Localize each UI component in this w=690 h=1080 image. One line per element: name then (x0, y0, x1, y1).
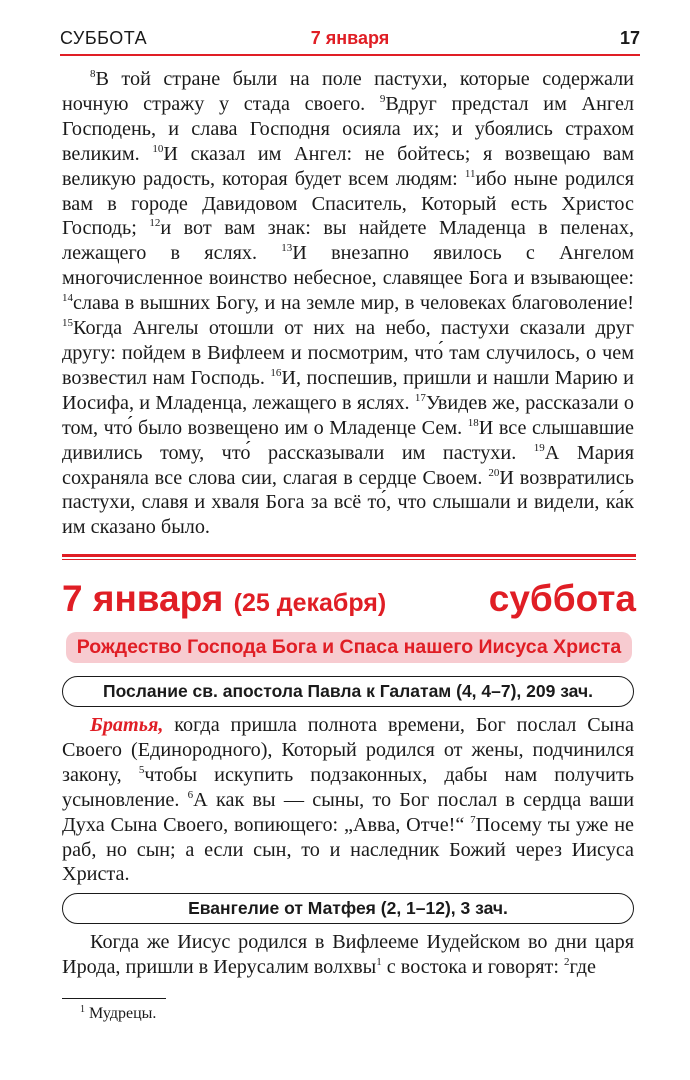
gospel-continuation-text (62, 67, 634, 540)
verse-number: 11 (464, 167, 476, 180)
verse-text: Увидев же, рассказали о том, что́ было возвещено им о Младенце Сем. (62, 391, 634, 439)
verse-text: Когда же Иисус родился в Вифлееме Иудейском во дни царя Ирода, пришли в Иерусалим волхвы (62, 931, 634, 978)
verse-text: Вдруг предстал им Ангел Господень, и слава Господня осияла их; и убоялись страхом великим. (62, 92, 634, 165)
verse-number: 19 (533, 441, 545, 454)
day-date-old-style: (25 декабря) (233, 589, 387, 617)
epistle-reading (62, 713, 634, 887)
verse-text: А как вы — сыны, то Бог послал в сердца ваши Духа Сына Своего, вопиющего: „Авва, Отче!“ (62, 788, 634, 836)
gospel-text (62, 930, 634, 980)
verse-text: Когда Ангелы отошли от них на небо, пастухи сказали друг другу: пойдем в Вифлеем и посмотрим, что́ там случилось, о чем возвестил нам Господь. (62, 317, 634, 389)
footnote (80, 1005, 156, 1023)
verse-text: когда пришла полнота времени, Бог послал Сына Своего (Единородного), Который родился от жены, подчинился закону, (62, 714, 634, 786)
verse-number: 8 (90, 68, 96, 80)
verse-text: и вот вам знак: вы найдете Младенца в пеленах, лежащего в яслях. (62, 217, 634, 265)
verse-number: 15 (62, 317, 73, 330)
verse-number: 9 (379, 92, 386, 105)
footnote-mark: 1 (80, 1004, 85, 1015)
day-date-new-style: 7 января (62, 578, 224, 619)
page-number: 17 (619, 28, 640, 48)
footnote-text: Мудрецы. (89, 1005, 157, 1022)
running-head-weekday: СУББОТА (60, 28, 148, 48)
verse-number: 7 (470, 813, 476, 826)
verse-number: 16 (270, 366, 282, 379)
gospel-reading (62, 930, 634, 980)
epistle-reading-label: Послание св. апостола Павла к Галатам (4, 4–7), 209 зач. (62, 676, 634, 707)
verse-text: В той стране были на поле пастухи, которые содержали ночную стражу у стада своего. (62, 68, 634, 115)
verse-text: И, поспешив, пришли и нашли Марию и Иосифа, и Младенца, лежащего в яслях. (62, 366, 634, 414)
section-divider (62, 554, 636, 560)
verse-number: 20 (488, 466, 500, 479)
running-head (60, 24, 640, 56)
verse-text: И внезапно явилось с Ангелом многочисленное воинство небесное, славящее Бога и взывающее: (62, 242, 634, 290)
feast-title-banner: Рождество Господа Бога и Спаса нашего Иисуса Христа (66, 632, 632, 663)
verse-number: 18 (467, 416, 479, 429)
day-weekday: суббота (488, 578, 636, 619)
verse-text: где (569, 955, 596, 978)
epistle-text (62, 713, 634, 887)
verse-text: И все слышавшие дивились тому, что́ рассказывали им пастухи. (62, 416, 634, 464)
verse-text: слава в вышних Богу, и на земле мир, в человеках благоволение! (73, 292, 634, 315)
verse-text: А Мария сохраняла все слова сии, слагая в сердце Своем. (62, 441, 634, 489)
verse-number: 2 (563, 955, 570, 968)
footnote-divider (62, 998, 166, 999)
gospel-reading-label: Евангелие от Матфея (2, 1–12), 3 зач. (62, 893, 634, 924)
verse-number: 5 (138, 763, 145, 776)
verse-number: 6 (187, 788, 194, 801)
verse-number: 1 (376, 955, 382, 968)
verse-text: ибо ныне родился вам в городе Давидовом Спаситель, Который есть Христос Господь; (62, 167, 634, 240)
verse-number: 14 (62, 292, 73, 305)
verse-text: И возвратились пастухи, славя и хваля Бога за всё то́, что слышали и видели, ка́к им сказано было. (62, 466, 634, 539)
verse-text: с востока и говорят: (381, 955, 564, 978)
verse-number: 10 (152, 142, 164, 155)
running-head-date: 7 января (310, 28, 390, 48)
previous-gospel-reading (62, 67, 634, 540)
verse-number: 17 (414, 391, 426, 404)
verse-text: И сказал им Ангел: не бойтесь; я возвещаю вам великую радость, которая будет всем людям: (62, 142, 635, 190)
verse-text: чтобы искупить подзаконных, дабы нам получить усыновление. (62, 763, 635, 811)
verse-number: 13 (281, 242, 293, 255)
day-heading (62, 578, 636, 628)
verse-text: Посему ты уже не раб, но сын; а если сын, то и наследник Божий через Иисуса Христа. (62, 813, 634, 886)
epistle-lead-word: Братья, (90, 714, 164, 736)
day-date (62, 578, 386, 620)
verse-number: 12 (149, 217, 161, 230)
